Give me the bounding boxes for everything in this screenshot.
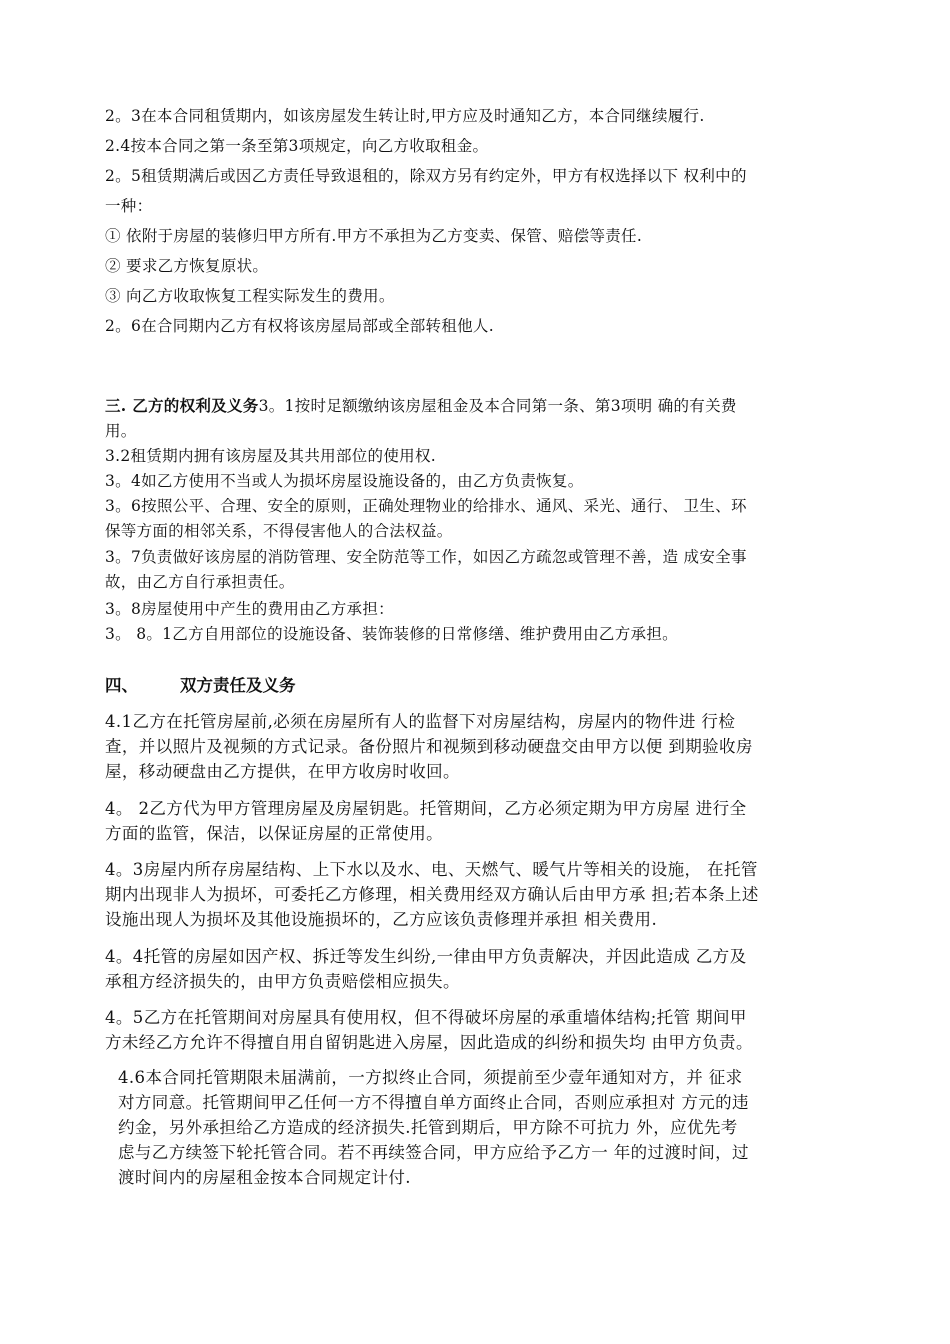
clause-4-6-line5: 渡时间内的房屋租金按本合同规定计付.: [118, 1168, 411, 1187]
clause-2-5-line1: 2。5租赁期满后或因乙方责任导致退租的，除双方另有约定外，甲方有权选择以下 权利中的: [105, 167, 747, 185]
clause-4-1-line1: 4.1乙方在托管房屋前,必须在房屋所有人的监督下对房屋结构，房屋内的物件进 行检: [105, 712, 736, 731]
clause-3-4: 3。4如乙方使用不当或人为损坏房屋设施设备的，由乙方负责恢复。: [105, 472, 584, 490]
clause-4-6-line4: 虑与乙方续签下轮托管合同。若不再续签合同，甲方应给予乙方一 年的过渡时间，过: [118, 1143, 749, 1162]
clause-2-6: 2。6在合同期内乙方有权将该房屋局部或全部转租他人.: [105, 317, 494, 335]
section-3-heading: 三. 乙方的权利及义务: [105, 396, 259, 415]
clause-4-5-line1: 4。5乙方在托管期间对房屋具有使用权，但不得破坏房屋的承重墙体结构;托管 期间甲: [105, 1008, 747, 1027]
clause-4-2-line2: 方面的监管，保洁，以保证房屋的正常使用。: [105, 824, 443, 843]
section-4-number: 四、: [105, 676, 138, 695]
clause-3-7-line1: 3。7负责做好该房屋的消防管理、安全防范等工作，如因乙方疏忽或管理不善，造 成安全事: [105, 548, 747, 566]
section-4-heading: 双方责任及义务: [180, 676, 296, 695]
clause-4-4-line2: 承租方经济损失的，由甲方负责赔偿相应损失。: [105, 972, 460, 991]
clause-3-7-line2: 故，由乙方自行承担责任。: [105, 573, 295, 591]
clause-4-6-line2: 对方同意。托管期间甲乙任何一方不得擅自单方面终止合同，否则应承担对 方元的违: [118, 1093, 749, 1112]
clause-4-1-line3: 屋，移动硬盘由乙方提供，在甲方收房时收回。: [105, 762, 460, 781]
option-2: ② 要求乙方恢复原状。: [105, 257, 269, 275]
clause-3-6-line2: 保等方面的相邻关系，不得侵害他人的合法权益。: [105, 522, 453, 540]
clause-4-4-line1: 4。4托管的房屋如因产权、拆迁等发生纠纷,一律由甲方负责解决，并因此造成 乙方及: [105, 947, 747, 966]
option-1: ① 依附于房屋的装修归甲方所有.甲方不承担为乙方变卖、保管、赔偿等责任.: [105, 227, 643, 245]
clause-4-2-line1: 4。 2乙方代为甲方管理房屋及房屋钥匙。托管期间，乙方必须定期为甲方房屋 进行全: [105, 799, 747, 818]
clause-3-1-line2: 用。: [105, 422, 137, 440]
clause-3-6-line1: 3。6按照公平、合理、安全的原则，正确处理物业的给排水、通风、采光、通行、 卫生、环: [105, 497, 747, 515]
clause-4-3-line2: 期内出现非人为损坏，可委托乙方修理，相关费用经双方确认后由甲方承 担;若本条上述: [105, 885, 759, 904]
clause-3-8-1: 3。 8。1乙方自用部位的设施设备、装饰装修的日常修缮、维护费用由乙方承担。: [105, 625, 678, 643]
clause-4-6-line3: 约金，另外承担给乙方造成的经济损失.托管到期后，甲方除不可抗力 外，应优先考: [118, 1118, 738, 1137]
clause-4-5-line2: 方未经乙方允许不得擅自用自留钥匙进入房屋，因此造成的纠纷和损失均 由甲方负责。: [105, 1033, 753, 1052]
clause-3-2: 3.2租赁期内拥有该房屋及其共用部位的使用权.: [105, 447, 436, 465]
clause-4-6-line1: 4.6本合同托管期限未届满前，一方拟终止合同，须提前至少壹年通知对方，并 征求: [118, 1068, 743, 1087]
clause-3-1-text: 3。1按时足额缴纳该房屋租金及本合同第一条、第3项明 确的有关费: [258, 397, 737, 415]
clause-4-3-line3: 设施出现人为损坏及其他设施损坏的，乙方应该负责修理并承担 相关费用.: [105, 910, 658, 929]
clause-2-3: 2。3在本合同租赁期内，如该房屋发生转让时,甲方应及时通知乙方，本合同继续履行.: [105, 107, 705, 125]
option-3: ③ 向乙方收取恢复工程实际发生的费用。: [105, 287, 395, 305]
clause-3-1-line1: [105, 396, 737, 416]
clause-2-5-line2: 一种：: [105, 197, 153, 215]
clause-3-8: 3。8房屋使用中产生的费用由乙方承担：: [105, 600, 394, 618]
clause-2-4: 2.4按本合同之第一条至第3项规定，向乙方收取租金。: [105, 137, 489, 155]
clause-4-3-line1: 4。3房屋内所存房屋结构、上下水以及水、电、天燃气、暖气片等相关的设施， 在托管: [105, 860, 758, 879]
clause-4-1-line2: 查，并以照片及视频的方式记录。备份照片和视频到移动硬盘交由甲方以便 到期验收房: [105, 737, 753, 756]
